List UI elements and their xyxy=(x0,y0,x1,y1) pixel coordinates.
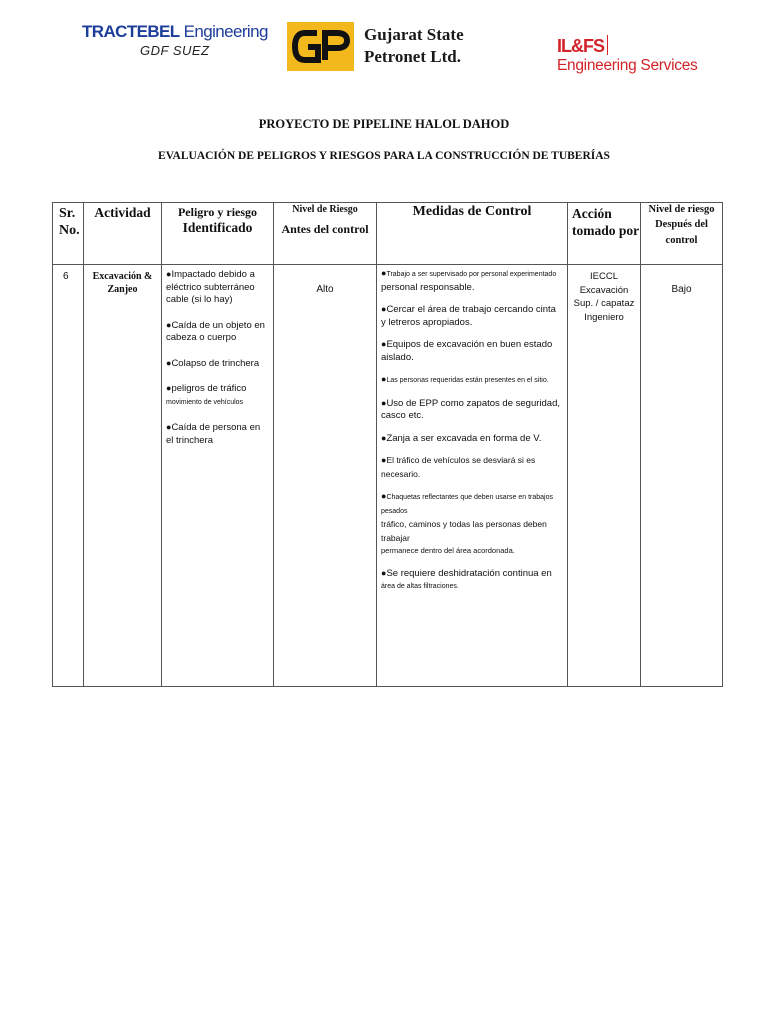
ilfs-logo xyxy=(557,35,727,74)
ilfs-engineering-services: Engineering Services xyxy=(557,57,698,74)
evaluation-title: EVALUACIÓN DE PELIGROS Y RIESGOS PARA LA CONSTRUCCIÓN DE TUBERÍAS xyxy=(158,150,610,162)
cell-peligros xyxy=(162,265,274,687)
header-accion: Acción tomado por xyxy=(568,203,641,265)
medida-item: ●El tráfico de vehículos se desviará si es necesario. xyxy=(381,455,536,479)
tractebel-logo xyxy=(82,22,268,58)
header-nivel-despues: Nivel de riesgo Después del control xyxy=(641,203,723,265)
ilfs-mark: IL&FS xyxy=(557,36,604,56)
medida-item: ●Trabajo a ser supervisado por personal experimentado personal responsable. xyxy=(381,268,557,293)
header-actividad: Actividad xyxy=(84,203,162,265)
peligro-item: ●Impactado debido a eléctrico subterráneo cable (si lo hay) xyxy=(166,269,255,305)
medida-item: ●Las personas requeridas están presentes en el sitio. xyxy=(381,374,549,384)
peligro-item: ●Caída de un objeto en cabeza o cuerpo xyxy=(166,319,265,343)
gp-logo-icon xyxy=(287,22,354,71)
ilfs-separator xyxy=(607,35,608,55)
cell-medidas xyxy=(377,265,568,687)
medida-item: ●Se requiere deshidratación continua en área de altas filtraciones. xyxy=(381,567,552,590)
medida-item: ●Cercar el área de trabajo cercando cinta y letreros apropiados. xyxy=(381,304,556,328)
cell-actividad: Excavación & Zanjeo xyxy=(84,265,162,687)
table-row xyxy=(53,265,723,687)
cell-nivel-despues: Bajo xyxy=(641,265,723,687)
header-peligro: Peligro y riesgo Identificado xyxy=(162,203,274,265)
gdf-suez-label: GDF SUEZ xyxy=(140,43,210,58)
risk-assessment-table xyxy=(52,202,723,687)
table-header-row xyxy=(53,203,723,265)
header-medidas: Medidas de Control xyxy=(377,203,568,265)
gspl-company-name: Gujarat State Petronet Ltd. xyxy=(364,25,464,66)
medida-item: ●Uso de EPP como zapatos de seguridad, casco etc. xyxy=(381,397,561,421)
tractebel-name: TRACTEBEL Engineering xyxy=(82,22,268,41)
header-srno: Sr. No. xyxy=(53,203,84,265)
header-nivel-antes: Nivel de Riesgo Antes del control xyxy=(274,203,377,265)
medida-item: ●Chaquetas reflectantes que deben usarse en trabajos pesados tráfico, caminos y todas las personas deben trabajar permanece dentro del área acordonada. xyxy=(381,491,553,555)
gspl-logo xyxy=(287,22,487,74)
cell-nivel-antes: Alto xyxy=(274,265,377,687)
project-title: PROYECTO DE PIPELINE HALOL DAHOD xyxy=(258,117,510,131)
peligro-item: ●Caída de persona en el trinchera xyxy=(166,422,261,446)
cell-accion: IECCL Excavación Sup. / capataz Ingeniero xyxy=(568,265,641,687)
cell-srno: 6 xyxy=(53,265,84,687)
medida-item: ●Equipos de excavación en buen estado aislado. xyxy=(381,339,553,363)
peligro-item: ●peligros de tráfico movimiento de vehículos xyxy=(166,383,247,406)
medida-item: ●Zanja a ser excavada en forma de V. xyxy=(381,432,542,444)
peligro-item: ●Colapso de trinchera xyxy=(166,357,260,369)
